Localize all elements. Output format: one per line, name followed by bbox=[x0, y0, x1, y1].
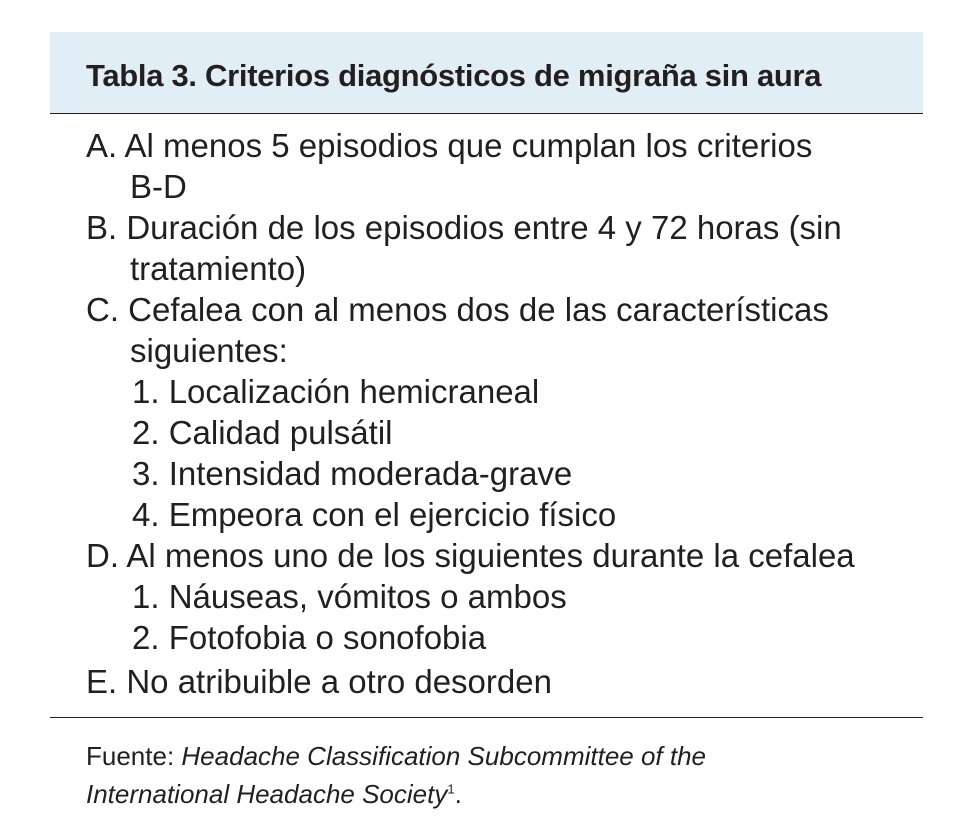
criteria-table bbox=[50, 32, 923, 114]
source-citation-line1: Headache Classification Subcommittee of the bbox=[181, 741, 707, 771]
source-line2 bbox=[86, 775, 706, 813]
criterion-c-sub-item: 2. Calidad pulsátil bbox=[132, 414, 393, 451]
criterion-d-sub-item: 1. Náuseas, vómitos o ambos bbox=[132, 578, 567, 615]
criterion-a-line1: A. Al menos 5 episodios que cumplan los criterios bbox=[86, 127, 813, 164]
source-suffix: . bbox=[454, 779, 462, 809]
table-title: Tabla 3. Criterios diagnósticos de migraña sin aura bbox=[86, 58, 822, 93]
criterion-b-line2: tratamiento) bbox=[130, 250, 307, 287]
criterion-c-sub-item: 1. Localización hemicraneal bbox=[132, 373, 540, 410]
source-prefix: Fuente: bbox=[86, 741, 182, 771]
criterion-d-line1: D. Al menos uno de los siguientes durante la cefalea bbox=[86, 537, 855, 574]
source-line1 bbox=[86, 737, 706, 775]
source-citation-line2: International Headache Society bbox=[86, 779, 448, 809]
criterion-c-sub-item: 3. Intensidad moderada-grave bbox=[132, 455, 573, 492]
criterion-c-sub-item: 4. Empeora con el ejercicio físico bbox=[132, 496, 617, 533]
table-header bbox=[50, 32, 923, 114]
criterion-c-line1: C. Cefalea con al menos dos de las características bbox=[86, 291, 829, 328]
criterion-b-line1: B. Duración de los episodios entre 4 y 72 horas (sin bbox=[86, 209, 842, 246]
criterion-a-line2: B-D bbox=[130, 168, 187, 205]
bottom-divider bbox=[50, 717, 923, 718]
criterion-d-sub-item: 2. Fotofobia o sonofobia bbox=[132, 619, 487, 656]
criterion-c-line2: siguientes: bbox=[130, 332, 288, 369]
criterion-e-line1: E. No atribuible a otro desorden bbox=[86, 663, 552, 700]
source-note bbox=[86, 737, 706, 813]
source-reference-number: 1 bbox=[447, 781, 455, 797]
